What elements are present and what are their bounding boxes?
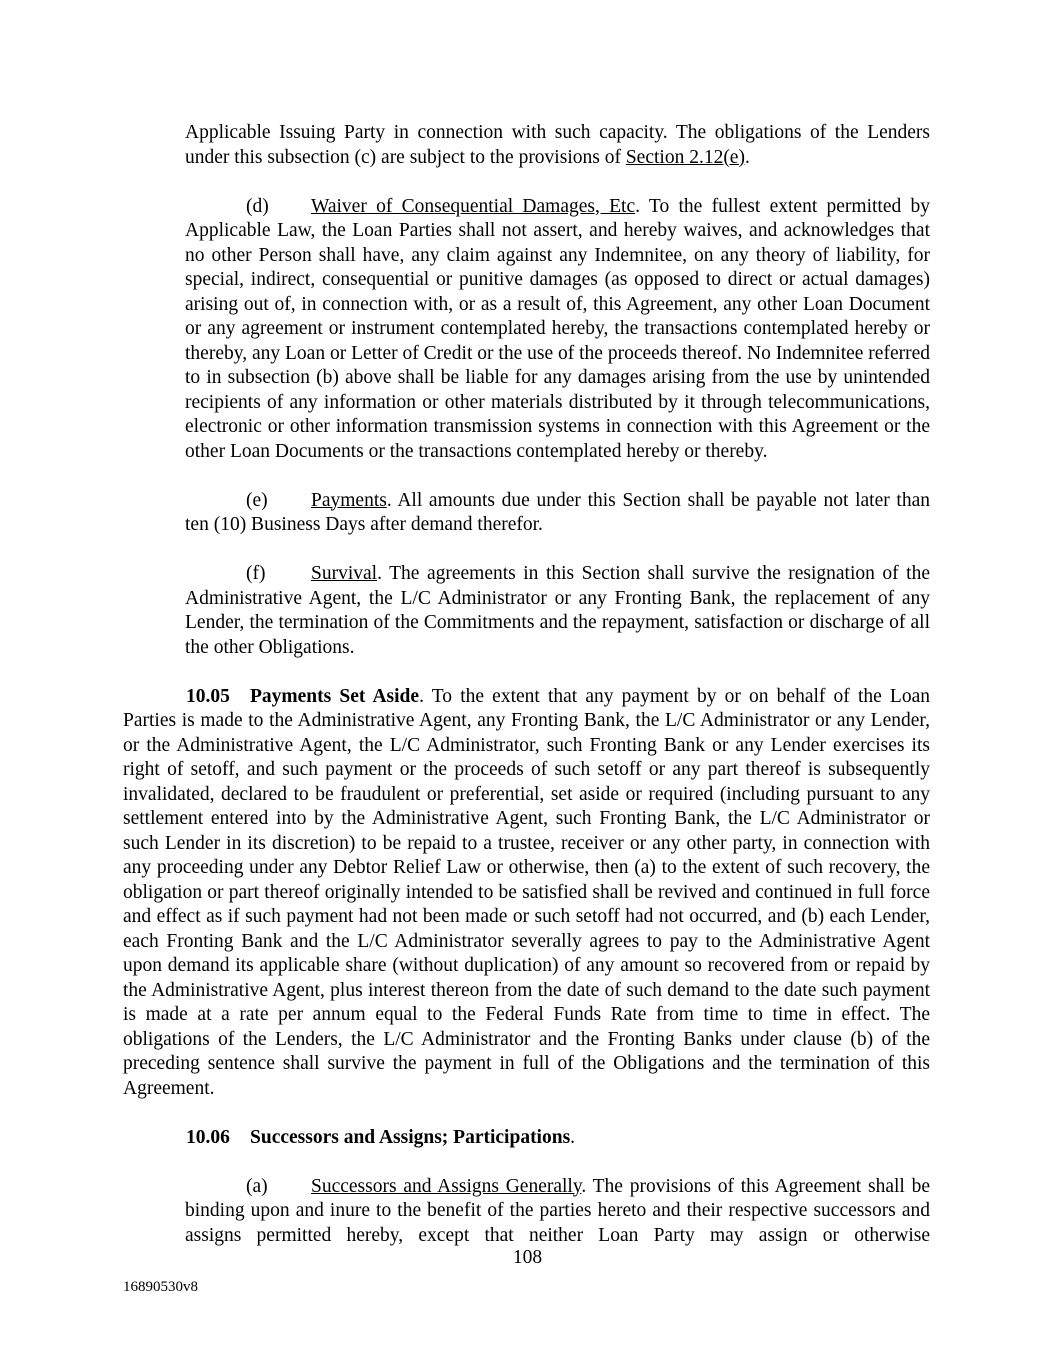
paragraph-d: [185, 195, 930, 465]
paragraph-heading: Waiver of Consequential Damages, Etc: [311, 195, 636, 217]
paragraph-label: (a): [246, 1175, 268, 1197]
paragraph-text: . The agreements in this Section shall survive the resignation of the Administrative Agent, the L/C Administrator or any Fronting Bank, the replacement of any Lender, the termination of the Commitments and the repayment, satisfaction or discharge of all the other Obligations.: [185, 563, 930, 658]
paragraph-heading: Survival: [311, 563, 378, 584]
paragraph-f: [185, 562, 930, 660]
paragraph-heading: Successors and Assigns Generally: [311, 1175, 582, 1197]
section-heading: Successors and Assigns; Participations: [250, 1126, 571, 1148]
section-10-06: [123, 1126, 930, 1151]
section-10-05: [123, 685, 930, 1102]
section-text: .: [570, 1126, 576, 1148]
paragraph-heading: Payments: [311, 489, 387, 511]
paragraph-label: (e): [246, 489, 268, 511]
section-text: . To the extent that any payment by or on behalf of the Loan Parties is made to the Administrative Agent, any Fronting Bank, the L/C Administrator or any Lender, or the Administrative Agent, the L/C Administrator, such Fronting Bank or any Lender exercises its right of setoff, and such payment or the proceeds of such setoff or any part thereof is subsequently invalidated, declared to be fraudulent or preferential, set aside or required (including pursuant to any settlement entered into by the Administrative Agent, such Fronting Bank, the L/C Administrator or such Lender in its discretion) to be repaid to a trustee, receiver or any other party, in connection with any proceeding under any Debtor Relief Law or otherwise, then (a) to the extent of such recovery, the obligation or part thereof originally intended to be satisfied shall be revived and continued in full force and effect as if such payment had not been made or such setoff had not occurred, and (b) each Lender, each Fronting Bank and the L/C Administrator severally agrees to pay to the Administrative Agent upon demand its applicable share (without duplication) of any amount so recovered from or repaid by the Administrative Agent, plus interest thereon from the date of such demand to the date such payment is made at a rate per annum equal to the Federal Funds Rate from time to time in effect. The obligations of the Lenders, the L/C Administrator and the Fronting Banks under clause (b) of the preceding sentence shall survive the payment in full of the Obligations and the termination of this Agreement.: [123, 685, 930, 1099]
section-number: 10.05: [186, 685, 230, 707]
section-number: 10.06: [186, 1126, 230, 1148]
paragraph-a: [185, 1175, 930, 1249]
section-heading: Payments Set Aside: [250, 685, 420, 707]
paragraph-e: [185, 489, 930, 538]
paragraph-text: . The provisions of this Agreement shall be binding upon and inure to the benefit of the parties hereto and their respective successors and assigns permitted hereby, except that neither Loan Party may assign or otherwise: [185, 1175, 930, 1246]
paragraph-c-continuation: [185, 121, 930, 170]
paragraph-label: (d): [246, 195, 269, 217]
paragraph-label: (f): [246, 563, 266, 584]
paragraph-text: Applicable Issuing Party in connection with such capacity. The obligations of the Lenders under this subsection (c) are subject to the provisions of: [185, 122, 930, 168]
paragraph-text: . All amounts due under this Section shall be payable not later than ten (10) Business Days after demand therefor.: [185, 489, 930, 535]
paragraph-text: . To the fullest extent permitted by Applicable Law, the Loan Parties shall not assert, and hereby waives, and acknowledges that no other Person shall have, any claim against any Indemnitee, on any theory of liability, for special, indirect, consequential or punitive damages (as opposed to direct or actual damages) arising out of, in connection with, or as a result of, this Agreement, any other Loan Document or any agreement or instrument contemplated hereby, the transactions contemplated hereby or thereby, any Loan or Letter of Credit or the use of the proceeds thereof. No Indemnitee referred to in subsection (b) above shall be liable for any damages arising from the use by unintended recipients of any information or other materials distributed by it through telecommunications, electronic or other information transmission systems in connection with this Agreement or the other Loan Documents or the transactions contemplated hereby or thereby.: [185, 195, 930, 462]
document-id: 16890530v8: [123, 1279, 198, 1295]
paragraph-text: .: [744, 146, 750, 168]
page-number: 108: [512, 1247, 543, 1268]
section-reference: Section 2.12(e): [625, 146, 745, 168]
